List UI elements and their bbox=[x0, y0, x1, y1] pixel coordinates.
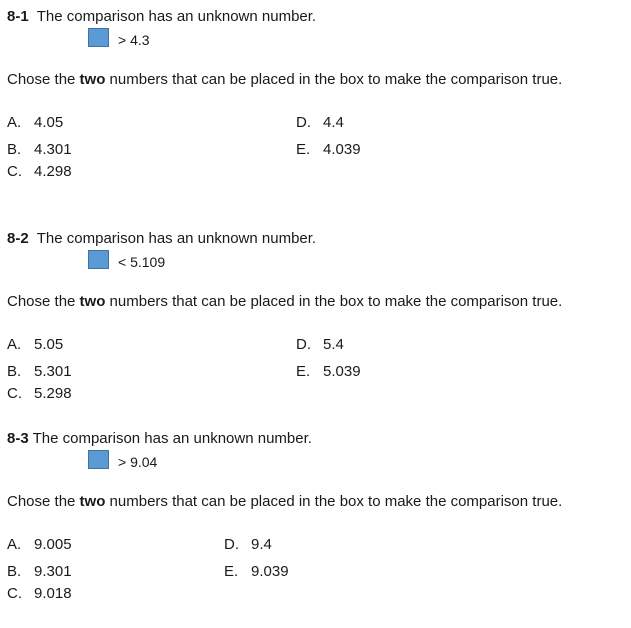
option-letter: D. bbox=[296, 114, 311, 131]
option-letter: E. bbox=[224, 563, 239, 580]
option-letter: B. bbox=[7, 141, 22, 158]
instruction-bold: two bbox=[79, 493, 106, 510]
option-e[interactable] bbox=[224, 563, 289, 581]
option-value: 4.301 bbox=[34, 141, 72, 158]
option-letter: C. bbox=[7, 163, 22, 180]
option-c[interactable] bbox=[7, 385, 72, 403]
instruction-bold: two bbox=[79, 71, 106, 88]
option-value: 9.005 bbox=[34, 536, 72, 553]
instruction bbox=[7, 293, 562, 311]
problem-header bbox=[7, 8, 316, 26]
option-e[interactable] bbox=[296, 363, 361, 381]
option-letter: E. bbox=[296, 363, 311, 380]
option-b[interactable] bbox=[7, 563, 72, 581]
problem-statement: The comparison has an unknown number. bbox=[36, 230, 317, 247]
option-value: 9.039 bbox=[251, 563, 289, 580]
answer-box[interactable] bbox=[88, 450, 109, 469]
instruction-pre: Chose the bbox=[7, 493, 80, 510]
option-value: 5.05 bbox=[34, 336, 64, 353]
option-value: 9.301 bbox=[34, 563, 72, 580]
option-value: 5.039 bbox=[323, 363, 361, 380]
instruction-post: numbers that can be placed in the box to make the comparison true. bbox=[105, 71, 563, 88]
problem-number: 8-2 bbox=[7, 230, 29, 247]
option-value: 4.298 bbox=[34, 163, 72, 180]
option-value: 5.301 bbox=[34, 363, 72, 380]
instruction-pre: Chose the bbox=[7, 71, 80, 88]
option-value: 4.05 bbox=[34, 114, 64, 131]
option-value: 9.018 bbox=[34, 585, 72, 602]
problem-number: 8-3 bbox=[7, 430, 29, 447]
answer-box[interactable] bbox=[88, 28, 109, 47]
instruction-post: numbers that can be placed in the box to make the comparison true. bbox=[105, 493, 563, 510]
instruction-pre: Chose the bbox=[7, 293, 80, 310]
option-letter: B. bbox=[7, 363, 22, 380]
comparison-text: < 5.109 bbox=[118, 254, 166, 270]
problem-statement: The comparison has an unknown number. bbox=[36, 8, 317, 25]
option-a[interactable] bbox=[7, 336, 63, 354]
instruction-post: numbers that can be placed in the box to make the comparison true. bbox=[105, 293, 563, 310]
option-d[interactable] bbox=[296, 336, 344, 354]
option-a[interactable] bbox=[7, 114, 63, 132]
option-d[interactable] bbox=[296, 114, 344, 132]
option-d[interactable] bbox=[224, 536, 272, 554]
problem-header bbox=[7, 430, 312, 448]
problem-statement: The comparison has an unknown number. bbox=[32, 430, 312, 447]
option-b[interactable] bbox=[7, 141, 72, 159]
option-value: 4.4 bbox=[323, 114, 344, 131]
instruction bbox=[7, 493, 562, 511]
option-value: 5.4 bbox=[323, 336, 344, 353]
option-value: 5.298 bbox=[34, 385, 72, 402]
answer-box[interactable] bbox=[88, 250, 109, 269]
comparison-text: > 9.04 bbox=[118, 454, 158, 470]
option-a[interactable] bbox=[7, 536, 72, 554]
option-value: 4.039 bbox=[323, 141, 361, 158]
instruction-bold: two bbox=[79, 293, 106, 310]
option-e[interactable] bbox=[296, 141, 361, 159]
instruction bbox=[7, 71, 562, 89]
problem-number: 8-1 bbox=[7, 8, 29, 25]
option-letter: C. bbox=[7, 585, 22, 602]
option-letter: E. bbox=[296, 141, 311, 158]
comparison-text: > 4.3 bbox=[118, 32, 150, 48]
option-b[interactable] bbox=[7, 363, 72, 381]
option-value: 9.4 bbox=[251, 536, 272, 553]
option-letter: D. bbox=[224, 536, 239, 553]
option-letter: D. bbox=[296, 336, 311, 353]
option-letter: C. bbox=[7, 385, 22, 402]
option-letter: A. bbox=[7, 536, 22, 553]
option-c[interactable] bbox=[7, 585, 72, 603]
option-letter: A. bbox=[7, 336, 22, 353]
problem-header bbox=[7, 230, 316, 248]
option-letter: B. bbox=[7, 563, 22, 580]
option-letter: A. bbox=[7, 114, 22, 131]
option-c[interactable] bbox=[7, 163, 72, 181]
